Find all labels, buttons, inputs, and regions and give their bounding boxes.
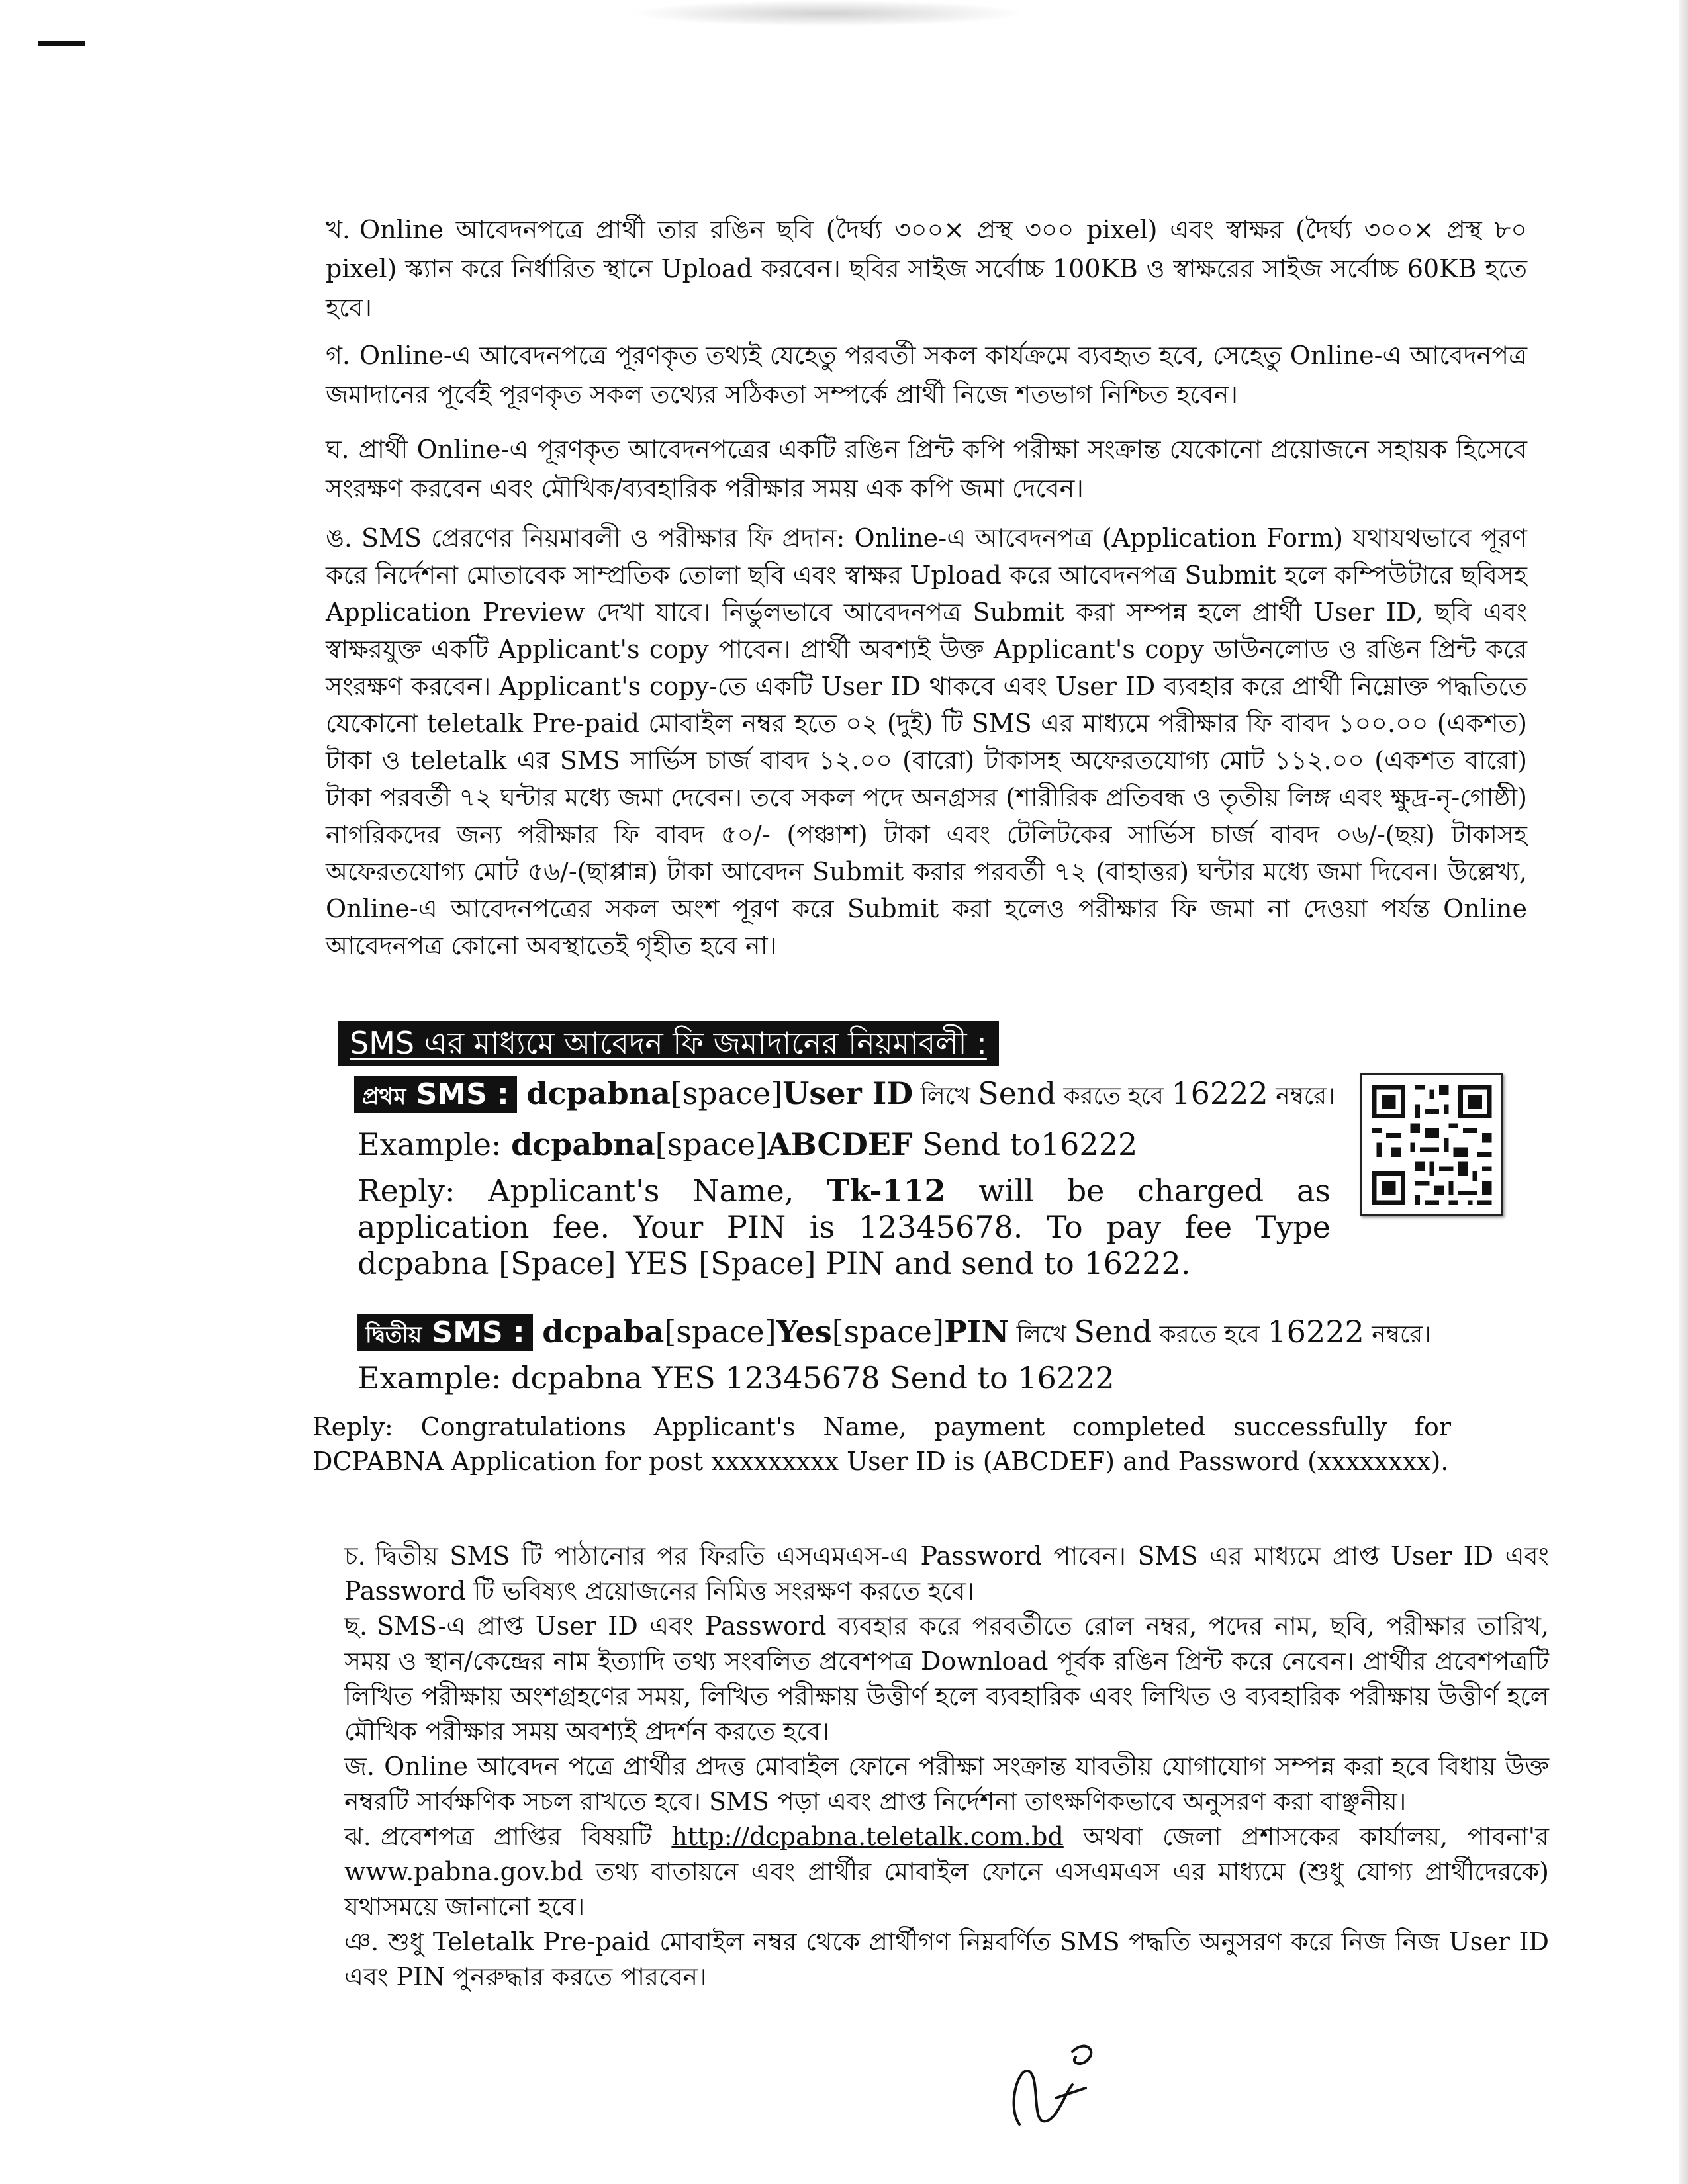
para-kha: [326, 210, 1527, 328]
sms2-example: [357, 1360, 1115, 1396]
signature-icon: [993, 2025, 1112, 2144]
example-space: [space]: [655, 1126, 767, 1162]
para-text: Online আবেদন পত্রে প্রার্থীর প্রদত্ত মোবাইল ফোনে পরীক্ষা সংক্রান্ত যাবতীয় যোগাযোগ সম্পন্ন করা হবে বিধায় উক্ত নম্বরটি সার্বক্ষণিক সচল রাখতে হবে। SMS পড়া এবং প্রাপ্ত নির্দেশনা তাৎক্ষণিকভাবে অনুসরণ করা বাঞ্ছনীয়।: [344, 1752, 1549, 1816]
sms1-tag: প্রথম SMS :: [354, 1076, 517, 1113]
sms1-cmd-space: [space]: [670, 1075, 783, 1111]
para-text: প্রবেশপত্র প্রাপ্তির বিষয়টি: [380, 1822, 672, 1851]
sms2-send: Send: [1074, 1314, 1152, 1349]
sms1-reply: [357, 1173, 1331, 1282]
sms2-reply: [312, 1410, 1451, 1479]
reply-label: Reply:: [312, 1412, 421, 1441]
scan-shadow: [629, 0, 1026, 26]
para-text: প্রার্থী Online-এ পূরণকৃত আবেদনপত্রের একটি রঙিন প্রিন্ট কপি পরীক্ষা সংক্রান্ত যেকোনো প্রয়োজনে সহায়ক হিসেবে সংরক্ষণ করবেন এবং মৌখিক/ব্যবহারিক পরীক্ষার সময় এক কপি জমা দেবেন।: [326, 435, 1527, 503]
sms2-cmd-yes: Yes: [776, 1314, 832, 1349]
para-text: অথবা জেলা প্রশাসকের কার্যালয়, পাবনা'র www.pabna.gov.bd তথ্য বাতায়নে এবং প্রার্থীর মোবাইল ফোনে এসএমএস এর মাধ্যমে (শুধু যোগ্য প্রার্থীদেরকে) যথাসময়ে জানানো হবে।: [344, 1822, 1549, 1921]
sms2-suffix: করতে হবে: [1152, 1321, 1268, 1348]
sms2-suffix: লিখে: [1009, 1321, 1074, 1348]
sms2-cmd-prefix: dcpaba: [542, 1314, 665, 1349]
teletalk-link[interactable]: http://dcpabna.teletalk.com.bd: [671, 1822, 1064, 1851]
para-text: SMS-এ প্রাপ্ত User ID এবং Password ব্যবহার করে পরবর্তীতে রোল নম্বর, পদের নাম, ছবি, পরীক্ষার তারিখ, সময় ও স্থান/কেন্দ্রের নাম ইত্যাদি তথ্য সংবলিত প্রবেশপত্র Download পূর্বক রঙিন প্রিন্ট করে নেবেন। প্রার্থীর প্রবেশপত্রটি লিখিত পরীক্ষায় অংশগ্রহণের সময়, লিখিত পরীক্ষায় উত্তীর্ণ হলে ব্যবহারিক এবং লিখিত ও ব্যবহারিক পরীক্ষায় উত্তীর্ণ হলে মৌখিক পরীক্ষার সময় অবশ্যই প্রদর্শন করতে হবে।: [344, 1612, 1549, 1746]
example-cmd: dcpabna: [511, 1126, 655, 1162]
reply-text: Applicant's Name,: [488, 1173, 827, 1208]
para-nya: [344, 1925, 1549, 1995]
sms2-cmd-space: [space]: [664, 1314, 776, 1349]
para-text: শুধু Teletalk Pre-paid মোবাইল নম্বর থেকে প্রার্থীগণ নিম্নবর্ণিত SMS পদ্ধতি অনুসরণ করে নিজ নিজ User ID এবং PIN পুনরুদ্ধার করতে পারবেন।: [344, 1927, 1549, 1991]
sms1-cmd-user-id: User ID: [782, 1075, 914, 1111]
example-label: Example:: [357, 1126, 512, 1162]
sms2-instruction: [357, 1314, 1431, 1356]
para-text: Online আবেদনপত্রে প্রার্থী তার রঙিন ছবি (দৈর্ঘ্য ৩০০× প্রস্থ ৩০০ pixel) এবং স্বাক্ষর (দৈর্ঘ্য ৩০০× প্রস্থ ৮০ pixel) স্ক্যান করে নির্ধারিত স্থানে Upload করবেন। ছবির সাইজ সর্বোচ্চ 100KB ও স্বাক্ষরের সাইজ সর্বোচ্চ 60KB হতে হবে।: [326, 215, 1527, 322]
sms2-cmd-pin: PIN: [944, 1314, 1009, 1349]
sms2-tag: দ্বিতীয় SMS :: [357, 1314, 533, 1351]
bottom-instructions: [344, 1539, 1549, 1995]
para-text: SMS প্রেরণের নিয়মাবলী ও পরীক্ষার ফি প্রদান: Online-এ আবেদনপত্র (Application Form) যথাযথভাবে পূরণ করে নির্দেশনা মোতাবেক সাম্প্রতিক তোলা ছবি এবং স্বাক্ষর Upload করে আবেদনপত্র Submit হলে কম্পিউটারে ছবিসহ Application Preview দেখা যাবে। নির্ভুলভাবে আবেদনপত্র Submit করা সম্পন্ন হলে প্রার্থী User ID, ছবি এবং স্বাক্ষরযুক্ত একটি Applicant's copy পাবেন। প্রার্থী অবশ্যই উক্ত Applicant's copy ডাউনলোড ও রঙিন প্রিন্ট করে সংরক্ষণ করবেন। Applicant's copy-তে একটি User ID থাকবে এবং User ID ব্যবহার করে প্রার্থী নিম্নোক্ত পদ্ধতিতে যেকোনো teletalk Pre-paid মোবাইল নম্বর হতে ০২ (দুই) টি SMS এর মাধ্যমে পরীক্ষার ফি বাবদ ১০০.০০ (একশত) টাকা ও teletalk এর SMS সার্ভিস চার্জ বাবদ ১২.০০ (বারো) টাকাসহ অফেরতযোগ্য মোট ১১২.০০ (একশত বারো) টাকা পরবর্তী ৭২ ঘন্টার মধ্যে জমা দেবেন। তবে সকল পদে অনগ্রসর (শারীরিক প্রতিবন্ধ ও তৃতীয় লিঙ্গ এবং ক্ষুদ্র-নৃ-গোষ্ঠী) নাগরিকদের জন্য পরীক্ষার ফি বাবদ ৫০/- (পঞ্চাশ) টাকা এবং টেলিটকের সার্ভিস চার্জ বাবদ ০৬/-(ছয়) টাকাসহ অফেরতযোগ্য মোট ৫৬/-(ছাপ্পান্ন) টাকা আবেদন Submit করার পরবর্তী ৭২ (বাহাত্তর) ঘন্টার মধ্যে জমা দিবেন। উল্লেখ্য, Online-এ আবেদনপত্রের সকল অংশ পূরণ করে Submit করা হলেও পরীক্ষার ফি জমা না দেওয়া পর্যন্ত Online আবেদনপত্র কোনো অবস্থাতেই গৃহীত হবে না।: [326, 523, 1527, 960]
sms1-suffix: লিখে: [913, 1083, 978, 1110]
sms1-suffix: করতে হবে: [1056, 1083, 1172, 1110]
para-label: চ.: [344, 1541, 366, 1570]
para-label: ঞ.: [344, 1927, 379, 1956]
para-chha: [344, 1609, 1549, 1749]
sms2-cmd-space: [space]: [831, 1314, 945, 1349]
sms1-instruction: [354, 1075, 1335, 1118]
reply-text: Congratulations Applicant's Name, payment completed successfully for DCPABNA Application for post xxxxxxxxx User ID is (ABCDEF) and Password (xxxxxxxx).: [312, 1412, 1451, 1476]
example-tail: Send to16222: [912, 1126, 1138, 1162]
para-label: ঘ.: [326, 435, 350, 464]
reply-label: Reply:: [357, 1173, 489, 1208]
example-label: Example:: [357, 1360, 512, 1396]
scan-edge: [1679, 0, 1688, 2184]
para-text: Online-এ আবেদনপত্রে পূরণকৃত তথ্যই যেহেতু পরবর্তী সকল কার্যক্রমে ব্যবহৃত হবে, সেহেতু Online-এ আবেদনপত্র জমাদানের পূর্বেই পূরণকৃত সকল তথ্যের সঠিকতা সম্পর্কে প্রার্থী নিজে শতভাগ নিশ্চিত হবেন।: [326, 341, 1527, 409]
para-text: দ্বিতীয় SMS টি পাঠানোর পর ফিরতি এসএমএস-এ Password পাবেন। SMS এর মাধ্যমে প্রাপ্ত User ID এবং Password টি ভবিষ্যৎ প্রয়োজনের নিমিত্ত সংরক্ষণ করতে হবে।: [344, 1541, 1549, 1606]
para-cha: [344, 1539, 1549, 1609]
sms2-number: 16222: [1267, 1314, 1364, 1349]
para-ga: [326, 336, 1527, 414]
para-label: ঝ.: [344, 1822, 371, 1851]
example-text: dcpabna YES 12345678 Send to 16222: [511, 1360, 1115, 1396]
para-gha: [326, 430, 1527, 508]
para-uma: [326, 520, 1527, 964]
reply-amount: Tk-112: [827, 1173, 946, 1208]
sms1-example: [357, 1126, 1137, 1162]
para-ja: [344, 1749, 1549, 1819]
para-label: জ.: [344, 1752, 375, 1781]
reply-text: will be charged as application fee. Your PIN is 12345678. To pay fee Type dcpabna [Space] YES [Space] PIN and send to 16222.: [357, 1173, 1331, 1281]
sms-rules-heading: SMS এর মাধ্যমে আবেদন ফি জমাদানের নিয়মাবলী :: [338, 1021, 999, 1066]
sms1-send: Send: [978, 1075, 1056, 1111]
para-label: ঙ.: [326, 523, 352, 553]
sms2-suffix: নম্বরে।: [1364, 1321, 1432, 1348]
para-jha: [344, 1819, 1549, 1925]
para-label: খ.: [326, 215, 351, 244]
scan-mark: [38, 41, 85, 46]
sms1-suffix: নম্বরে।: [1268, 1083, 1335, 1110]
qr-code-icon: [1360, 1073, 1503, 1216]
sms1-cmd-prefix: dcpabna: [526, 1075, 671, 1111]
sms1-number: 16222: [1171, 1075, 1268, 1111]
para-label: ছ.: [344, 1612, 368, 1641]
example-id: ABCDEF: [767, 1126, 913, 1162]
para-label: গ.: [326, 341, 350, 370]
